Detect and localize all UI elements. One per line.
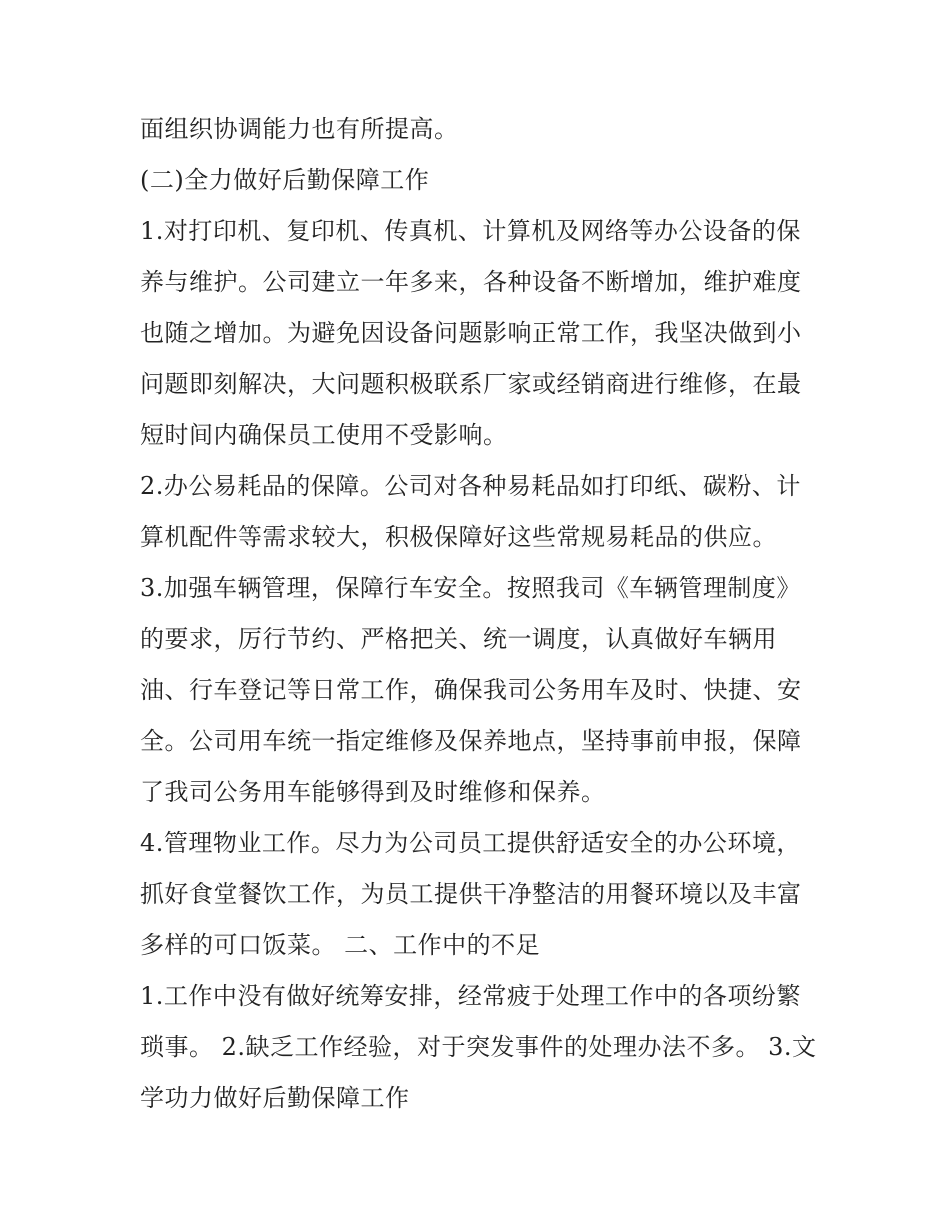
paragraph-shortcomings: 1.工作中没有做好统筹安排，经常疲于处理工作中的各项纷繁琐事。 2.缺乏工作经验，对于突发事件的处理办法不多。 3.文学功力做好后勤保障工作 [140, 982, 817, 1112]
paragraph-item-4-property: 4.管理物业工作。尽力为公司员工提供舒适安全的办公环境，抓好食堂餐饮工作，为员工提供干净整洁的用餐环境以及丰富多样的可口饭菜。 二、工作中的不足 [140, 829, 802, 959]
paragraph-item-3-vehicles: 3.加强车辆管理，保障行车安全。按照我司《车辆管理制度》的要求，厉行节约、严格把关、统一调度，认真做好车辆用油、行车登记等日常工作，确保我司公务用车及时、快捷、安全。公司用车统一指定维修及保养地点，坚持事前申报，保障了我司公务用车能够得到及时维修和保养。 [140, 574, 802, 806]
paragraph-item-2-consumables: 2.办公易耗品的保障。公司对各种易耗品如打印纸、碳粉、计算机配件等需求较大，积极保障好这些常规易耗品的供应。 [140, 472, 801, 551]
paragraph-continuation: 面组织协调能力也有所提高。 [140, 115, 459, 143]
section-heading-logistics: (二)全力做好后勤保障工作 [140, 166, 430, 194]
document-body [140, 104, 820, 1124]
paragraph-item-1-equipment: 1.对打印机、复印机、传真机、计算机及网络等办公设备的保养与维护。公司建立一年多来，各种设备不断增加，维护难度也随之增加。为避免因设备问题影响正常工作，我坚决做到小问题即刻解决，大问题积极联系厂家或经销商进行维修，在最短时间内确保员工使用不受影响。 [140, 217, 802, 449]
